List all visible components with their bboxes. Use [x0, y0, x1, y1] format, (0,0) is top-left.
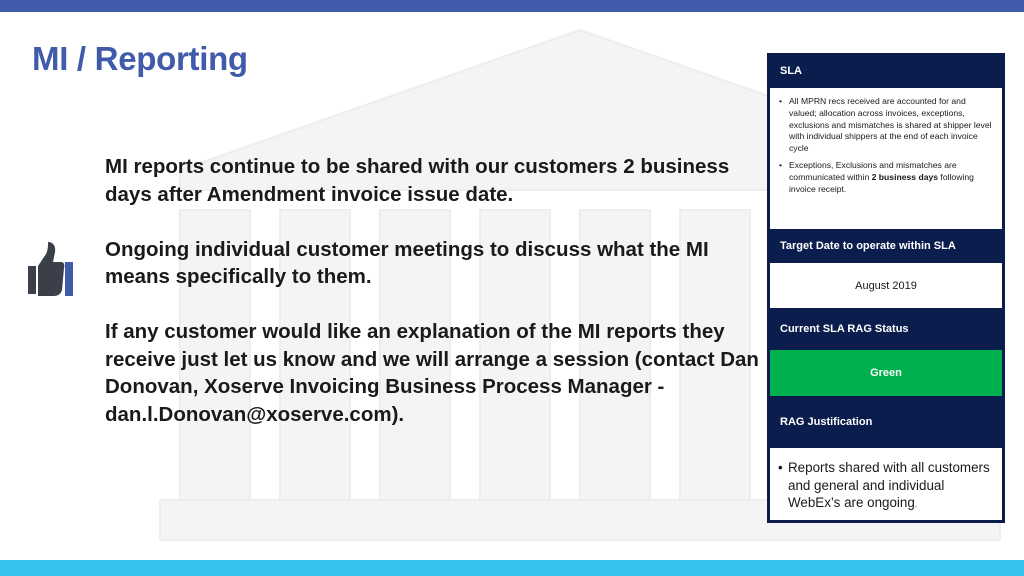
sla-description-box: [770, 88, 1002, 229]
paragraph-explanation-contact: If any customer would like an explanation of the MI reports they receive just let us know and we will arrange a session (contact Dan Donovan, Xoserve Invoicing Business Process Manager - dan.l.Donovan@xoserve.com).: [105, 320, 759, 426]
sla-bullet-list: [770, 88, 1002, 195]
sla-bullet-exceptions: • Exceptions, Exclusions and mismatches are communicated within 2 business days following invoice receipt.: [778, 160, 994, 195]
paragraph-customer-meetings: Ongoing individual customer meetings to discuss what the MI means specifically to them.: [105, 237, 709, 288]
rag-justification-list: [770, 448, 1002, 514]
paragraph-mi-reports: MI reports continue to be shared with our customers 2 business days after Amendment invoice issue date.: [105, 155, 730, 206]
sla-bullet-accounting: • All MPRN recs received are accounted for and valued; allocation across invoices, exceptions, exclusions and mismatches is shared at shipper level with individual shippers at the end of each invoice cycle: [778, 96, 994, 155]
rag-justification-item: • Reports shared with all customers and general and individual WebEx’s are ongoing.: [778, 459, 994, 514]
rag-status-badge: Green: [770, 350, 1002, 396]
sla-panel: [767, 53, 1005, 523]
top-accent-bar: [0, 0, 1024, 12]
main-body-text: [105, 153, 765, 456]
thumbs-up-icon: [24, 240, 78, 300]
page-title: MI / Reporting: [32, 40, 248, 77]
bottom-accent-bar: [0, 560, 1024, 576]
target-date-value: August 2019: [855, 279, 917, 292]
target-date-header: Target Date to operate within SLA: [780, 240, 956, 252]
sla-bullet-emphasis: 2 business days: [871, 171, 939, 182]
rag-justification-header: RAG Justification: [780, 416, 873, 428]
rag-status-header: Current SLA RAG Status: [780, 323, 909, 335]
sla-header: SLA: [780, 64, 802, 77]
target-date-box: [770, 263, 1002, 308]
rag-justification-box: [770, 448, 1002, 520]
